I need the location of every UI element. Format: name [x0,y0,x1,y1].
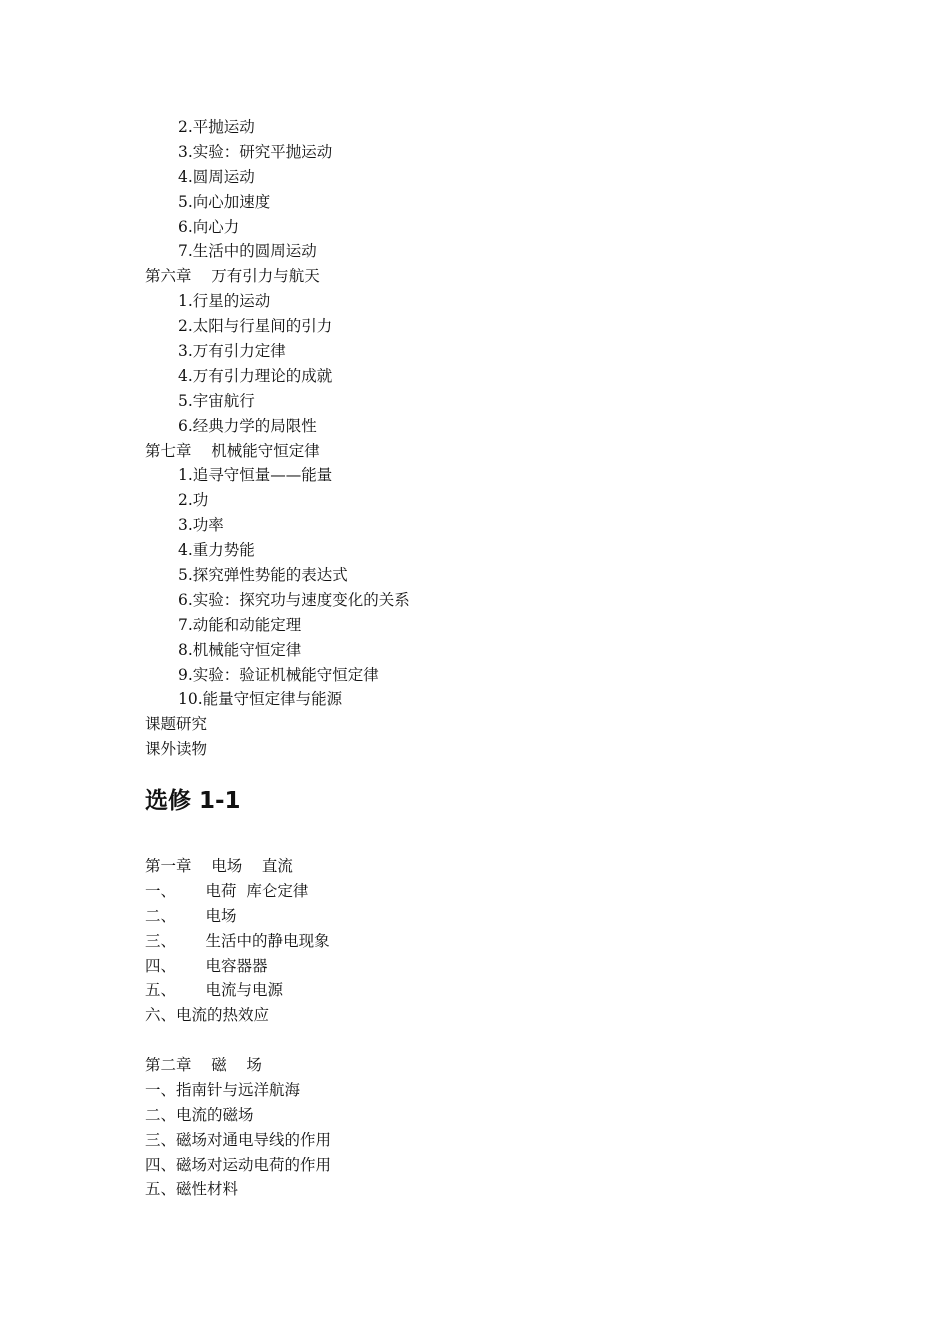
toc-item: 2.功 [178,491,209,510]
toc-item: 2.平抛运动 [178,118,255,136]
toc-item: 二、电流的磁场 [145,1105,254,1124]
toc-item: 3.功率 [178,516,224,535]
toc-list-compulsory [145,115,845,762]
toc-item: 7.生活中的圆周运动 [178,242,317,261]
toc-list-chapter-1 [145,854,845,1028]
toc-chapter: 第六章 万有引力与航天 [145,267,320,286]
toc-item: 三、磁场对通电导线的作用 [145,1130,332,1149]
toc-chapter: 第七章 机械能守恒定律 [145,441,320,460]
toc-item: 四、磁场对运动电荷的作用 [145,1155,332,1174]
toc-item: 3.实验：研究平抛运动 [178,142,333,161]
toc-item: 5.宇宙航行 [178,391,255,410]
toc-item: 6.实验：探究功与速度变化的关系 [178,590,410,609]
toc-item: 6.向心力 [178,217,240,236]
toc-item: 5.向心加速度 [178,192,271,211]
toc-item: 一、 电荷 库仑定律 [145,881,309,900]
toc-chapter: 第二章 磁 场 [145,1056,262,1074]
toc-item: 1.行星的运动 [178,292,271,311]
toc-item: 10.能量守恒定律与能源 [178,690,343,709]
toc-list-chapter-2 [145,1053,845,1202]
section-heading: 选修 1-1 [145,788,241,814]
toc-item: 4.万有引力理论的成就 [178,366,333,385]
toc-chapter: 第一章 电场 直流 [145,857,293,875]
toc-item-reading: 课外读物 [145,740,208,759]
toc-item: 7.动能和动能定理 [178,615,302,634]
toc-item: 4.圆周运动 [178,167,255,186]
toc-item: 6.经典力学的局限性 [178,416,317,435]
toc-item-project: 课题研究 [145,715,208,734]
toc-item: 4.重力势能 [178,541,255,560]
toc-item: 四、 电容器器 [145,956,268,975]
toc-item: 一、指南针与远洋航海 [145,1080,301,1099]
toc-item: 9.实验：验证机械能守恒定律 [178,665,379,684]
toc-item: 2.太阳与行星间的引力 [178,317,333,336]
toc-item: 三、 生活中的静电现象 [145,931,330,950]
toc-item: 5.探究弹性势能的表达式 [178,566,348,585]
toc-item: 1.追寻守恒量——能量 [178,466,333,485]
toc-item: 8.机械能守恒定律 [178,640,302,659]
toc-item: 六、电流的热效应 [145,1006,270,1025]
toc-item: 3.万有引力定律 [178,342,286,361]
toc-item: 五、 电流与电源 [145,981,284,1000]
toc-item: 五、磁性材料 [145,1180,239,1199]
toc-item: 二、 电场 [145,906,237,925]
